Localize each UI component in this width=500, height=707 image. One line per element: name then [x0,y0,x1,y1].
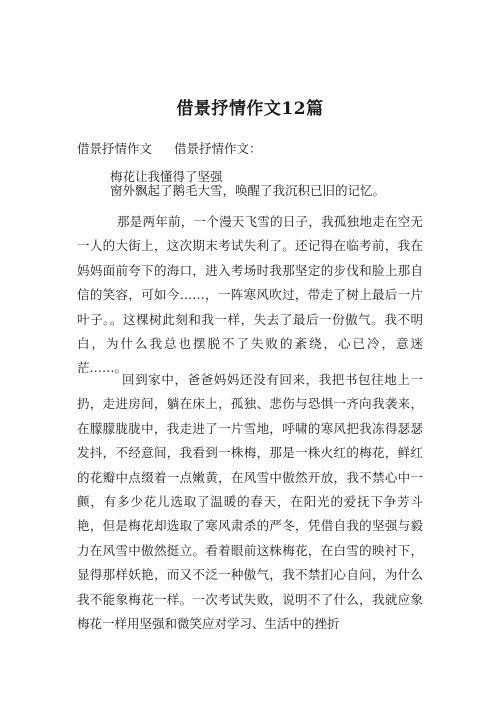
subtitle-left: 借景抒情作文 [77,141,153,156]
paragraph-3: 回到家中，爸爸妈妈还没有回来，我把书包往地上一扔，走进房间，躺在床上，孤独、悲伤与恐惧一齐向我袭来，在朦朦胧胧中，我走进了一片雪地，呼啸的寒风把我冻得瑟瑟发抖，不经意间，我看到一株梅，那是一株火红的梅花，鲜红的花瓣中点缀着一点嫩黄，在风雪中傲然开放，我不禁心中一颤，有多少花儿选取了温暖的春天，在阳光的爱抚下争芳斗艳，但是梅花却选取了寒风肃杀的严冬，凭借自我的坚强与毅力在风雪中傲然挺立。看着眼前这株梅花，在白雪的映衬下，显得那样妖艳，而又不泛一种傲气，我不禁扪心自问，为什么我不能象梅花一样。一次考试失败，说明不了什么，我就应象梅花一样用坚强和微笑应对学习、生活中的挫折 [77,372,423,632]
paragraph-2: 那是两年前，一个漫天飞雪的日子，我孤独地走在空无一人的大街上，这次期末考试失利了。还记得在临考前，我在妈妈面前夸下的海口，进入考场时我那坚定的步伐和脸上那自信的笑容，可如今……，一阵寒风吹过，带走了树上最后一片叶子。。这棵树此刻和我一样，失去了最后一份傲气。我不明白，为什么我总也摆脱不了失败的紊绕，心已冷，意迷茫……。 [77,214,423,376]
subtitle-line [77,139,262,157]
paragraph-1: 窗外飘起了鹅毛大雪，唤醒了我沉积已旧的记忆。 [110,183,386,198]
section-heading: 梅花让我懂得了坚强 [110,169,223,184]
document-title: 借景抒情作文12篇 [176,99,324,119]
subtitle-right: 借景抒情作文： [174,141,262,156]
